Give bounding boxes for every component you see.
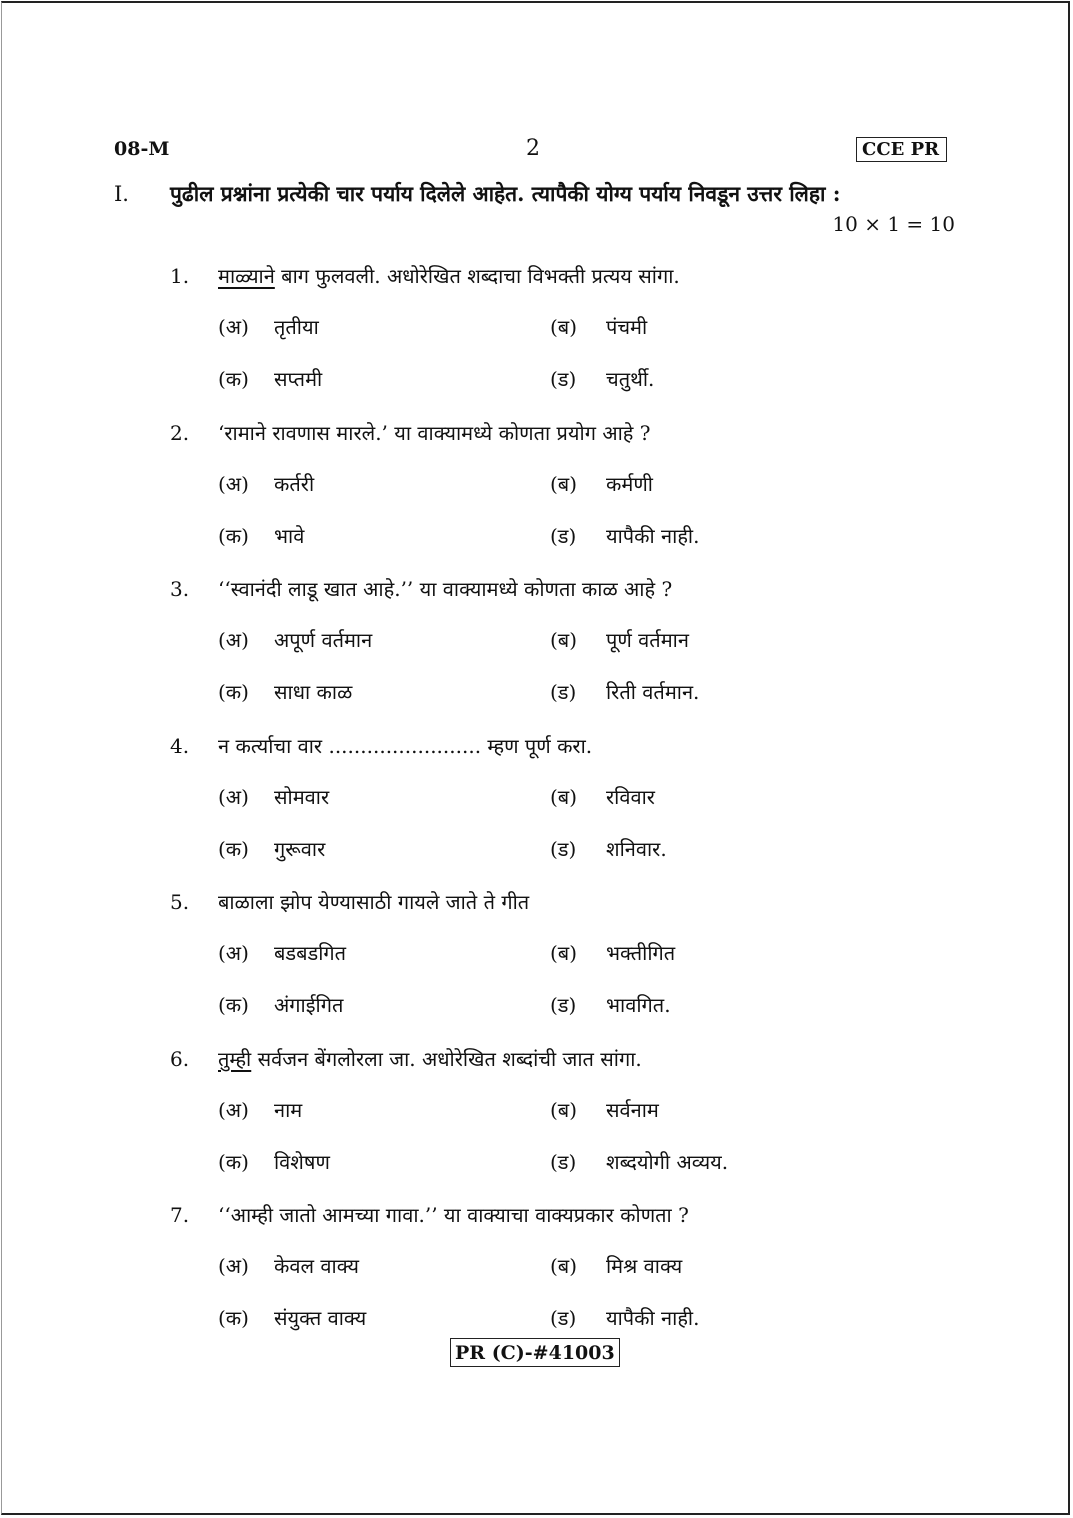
question-body: न कर्त्याचा वार ........................ म्हण पूर्ण करा. [218,734,593,758]
section-number: I. [114,182,129,206]
question-number: 2. [170,421,190,445]
question-body: बाग फुलवली. अधोरेखित शब्दाचा विभक्ती प्रत्यय सांगा. [274,264,680,288]
series-box: CCE PR [856,137,947,162]
section-marks: 10 × 1 = 10 [832,212,955,236]
option-label: (क) [218,680,249,704]
option [550,678,699,705]
option-label: (क) [218,367,249,391]
option-label: (अ) [218,785,249,809]
option-label: (अ) [218,315,249,339]
option-text: सर्वनाम [606,1098,659,1122]
footer-code: PR (C)-#41003 [450,1338,620,1367]
question-body: ‘‘आम्ही जातो आमच्या गावा.’’ या वाक्याचा वाक्यप्रकार कोणता ? [218,1203,689,1227]
option-label: (ड) [550,993,577,1017]
option [550,626,689,653]
option-text: संयुक्त वाक्य [274,1306,367,1330]
option-label: (क) [218,993,249,1017]
option-label: (ब) [550,1254,578,1278]
underlined-word: तुम्ही [218,1047,252,1071]
option-text: पंचमी [606,315,648,339]
option-text: भावे [274,524,305,548]
option [218,1148,330,1175]
option-text: साधा काळ [274,680,353,704]
option [218,522,304,549]
option-text: अपूर्ण वर्तमान [274,628,373,652]
option [218,1252,359,1279]
option [550,991,671,1018]
option [550,313,647,340]
option-label: (क) [218,1150,249,1174]
question-number: 6. [170,1047,190,1071]
option [550,470,653,497]
option-label: (ड) [550,680,577,704]
option [218,991,343,1018]
option-label: (ब) [550,472,578,496]
option-label: (ब) [550,785,578,809]
question-body: बाळाला झोप येण्यासाठी गायले जाते ते गीत [218,890,530,914]
question-text [218,1201,689,1228]
option-text: सोमवार [274,785,330,809]
section-instructions: पुढील प्रश्नांना प्रत्येकी चार पर्याय दिलेले आहेत. त्यापैकी योग्य पर्याय निवडून उत्तर लिहा : [170,181,841,206]
option-label: (ड) [550,524,577,548]
option [550,522,699,549]
option-label: (अ) [218,1098,249,1122]
question-number: 4. [170,734,190,758]
option-text: तृतीया [274,315,319,339]
option [218,1304,366,1331]
option-label: (ब) [550,1098,578,1122]
option-text: नाम [274,1098,303,1122]
option-text: चतुर्थी. [606,367,655,391]
question-text [218,419,650,446]
question-number: 3. [170,577,190,601]
option-label: (क) [218,524,249,548]
option [218,1096,302,1123]
option-text: गुरूवार [274,837,326,861]
option-text: भक्तीगित [606,941,676,965]
question-body: सर्वजन बेंगलोरला जा. अधोरेखित शब्दांची जात सांगा. [251,1047,642,1071]
option-label: (ड) [550,367,577,391]
option-text: बडबडगित [274,941,347,965]
option [218,470,314,497]
option [218,783,329,810]
question-number: 5. [170,890,190,914]
page-number: 2 [526,136,540,161]
option-text: अंगाईगित [274,993,344,1017]
option-text: कर्तरी [274,472,315,496]
option [550,835,667,862]
option [550,939,675,966]
option-text: केवल वाक्य [274,1254,359,1278]
option [218,678,352,705]
option-label: (ड) [550,1150,577,1174]
option [550,1148,728,1175]
option-text: पूर्ण वर्तमान [606,628,689,652]
question-number: 1. [170,264,190,288]
option [550,365,654,392]
option-label: (ब) [550,941,578,965]
question-text [218,1045,642,1072]
question-text [218,262,680,289]
option-label: (क) [218,837,249,861]
option-label: (अ) [218,941,249,965]
option [550,1304,699,1331]
option-text: शब्दयोगी अव्यय. [606,1150,729,1174]
option-label: (ड) [550,837,577,861]
option-text: यापैकी नाही. [606,524,700,548]
option-text: रिती वर्तमान. [606,680,700,704]
question-text [218,732,592,759]
option-label: (अ) [218,1254,249,1278]
option [218,365,322,392]
option-label: (ब) [550,628,578,652]
option [550,1252,682,1279]
question-body: ‘‘स्वानंदी लाडू खात आहे.’’ या वाक्यामध्ये कोणता काळ आहे ? [218,577,673,601]
option-label: (अ) [218,628,249,652]
option-text: विशेषण [274,1150,330,1174]
underlined-word: माळ्याने [218,264,275,288]
option-text: यापैकी नाही. [606,1306,700,1330]
option [550,783,655,810]
option-text: कर्मणी [606,472,653,496]
question-text [218,888,529,915]
paper-code: 08-M [114,138,170,160]
option [218,313,319,340]
option-label: (क) [218,1306,249,1330]
option-label: (अ) [218,472,249,496]
question-number: 7. [170,1203,190,1227]
option-label: (ड) [550,1306,577,1330]
question-body: ‘रामाने रावणास मारले.’ या वाक्यामध्ये कोणता प्रयोग आहे ? [218,421,651,445]
question-text [218,575,672,602]
option-label: (ब) [550,315,578,339]
option [550,1096,659,1123]
option-text: सप्तमी [274,367,323,391]
option [218,626,372,653]
option [218,939,346,966]
option-text: मिश्र वाक्य [606,1254,683,1278]
option-text: भावगित. [606,993,671,1017]
option-text: शनिवार. [606,837,667,861]
option-text: रविवार [606,785,655,809]
option [218,835,325,862]
